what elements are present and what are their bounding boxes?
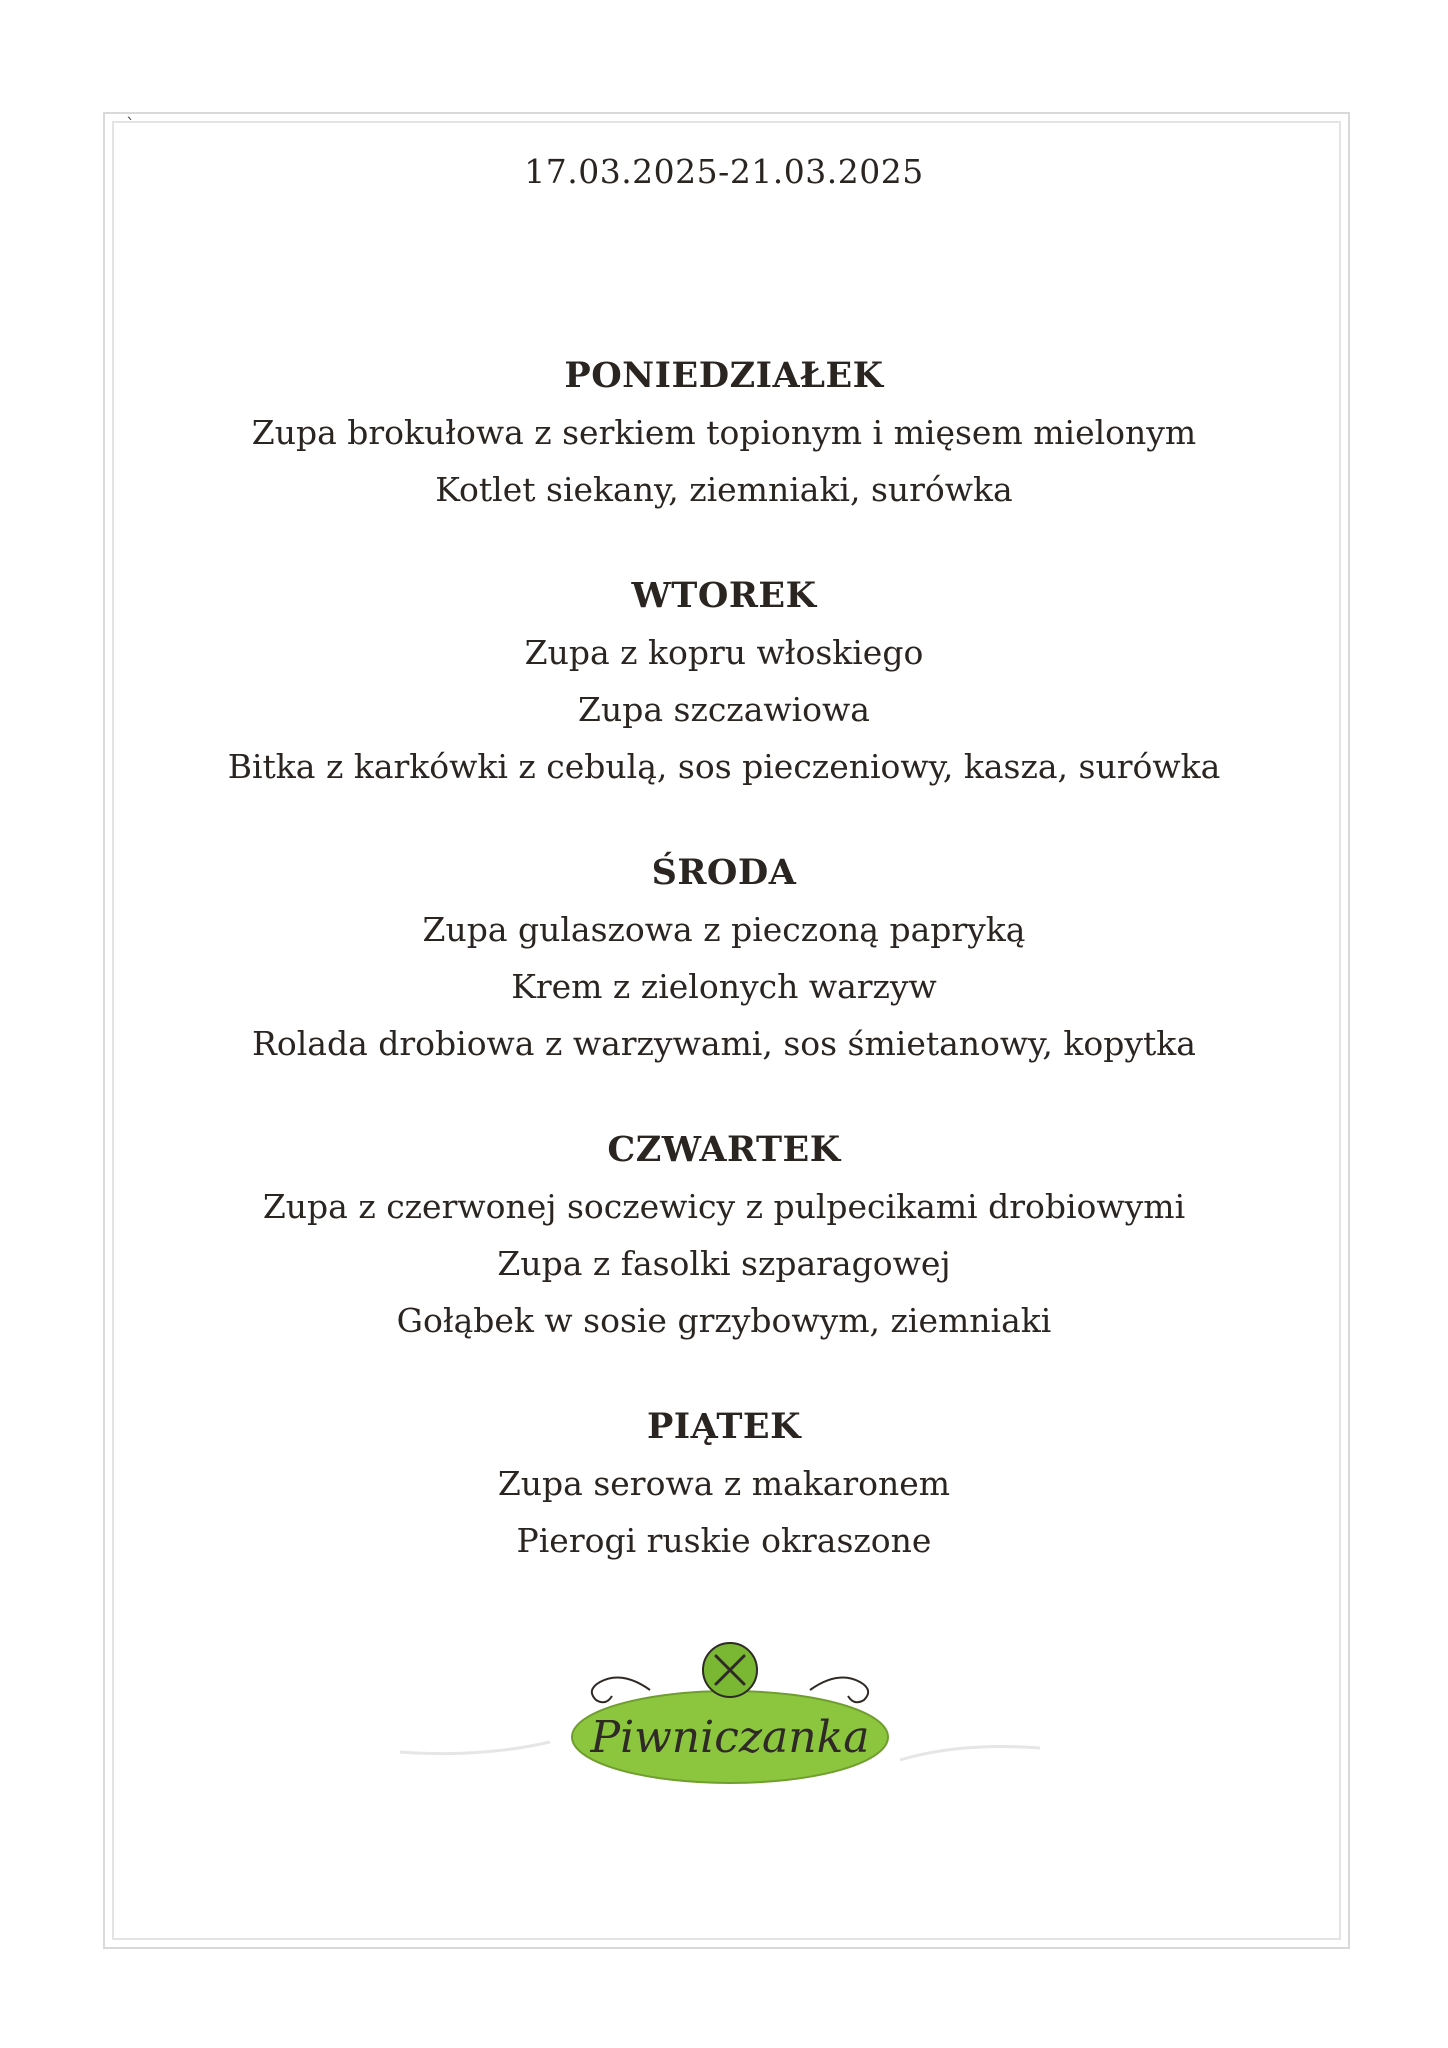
day-title: PONIEDZIAŁEK bbox=[564, 355, 884, 396]
day-title: PIĄTEK bbox=[646, 1406, 802, 1447]
right-swoosh-decoration bbox=[900, 1747, 1040, 1761]
dish-item: Pierogi ruskie okraszone bbox=[516, 1521, 932, 1560]
day-title: CZWARTEK bbox=[607, 1129, 841, 1170]
dish-item: Bitka z karkówki z cebulą, sos pieczeniowy, kasza, surówka bbox=[227, 747, 1221, 786]
date-range: 17.03.2025-21.03.2025 bbox=[524, 152, 924, 191]
dish-item: Zupa z kopru włoskiego bbox=[524, 633, 924, 672]
day-tuesday bbox=[0, 568, 1448, 795]
day-wednesday bbox=[0, 845, 1448, 1072]
dish-item: Zupa z fasolki szparagowej bbox=[497, 1244, 951, 1283]
weekly-menu bbox=[0, 348, 1448, 1619]
day-friday bbox=[0, 1399, 1448, 1569]
dish-item: Rolada drobiowa z warzywami, sos śmietanowy, kopytka bbox=[252, 1024, 1196, 1063]
dish-item: Zupa szczawiowa bbox=[578, 690, 870, 729]
corner-mark: ` bbox=[126, 115, 135, 136]
dish-item: Zupa gulaszowa z pieczoną papryką bbox=[422, 910, 1026, 949]
dish-item: Zupa serowa z makaronem bbox=[497, 1464, 951, 1503]
dish-item: Kotlet siekany, ziemniaki, surówka bbox=[435, 470, 1013, 509]
dish-item: Zupa brokułowa z serkiem topionym i mięsem mielonym bbox=[251, 413, 1197, 452]
logo-text: Piwniczanka bbox=[590, 1712, 870, 1763]
day-title: WTOREK bbox=[631, 575, 817, 616]
day-monday bbox=[0, 348, 1448, 518]
day-title: ŚRODA bbox=[651, 852, 797, 893]
dish-item: Zupa z czerwonej soczewicy z pulpecikami drobiowymi bbox=[262, 1187, 1186, 1226]
dish-item: Gołąbek w sosie grzybowym, ziemniaki bbox=[396, 1301, 1052, 1340]
left-swoosh-decoration bbox=[400, 1742, 550, 1754]
restaurant-logo bbox=[400, 1630, 1060, 1790]
dish-item: Krem z zielonych warzyw bbox=[511, 967, 937, 1006]
day-thursday bbox=[0, 1122, 1448, 1349]
